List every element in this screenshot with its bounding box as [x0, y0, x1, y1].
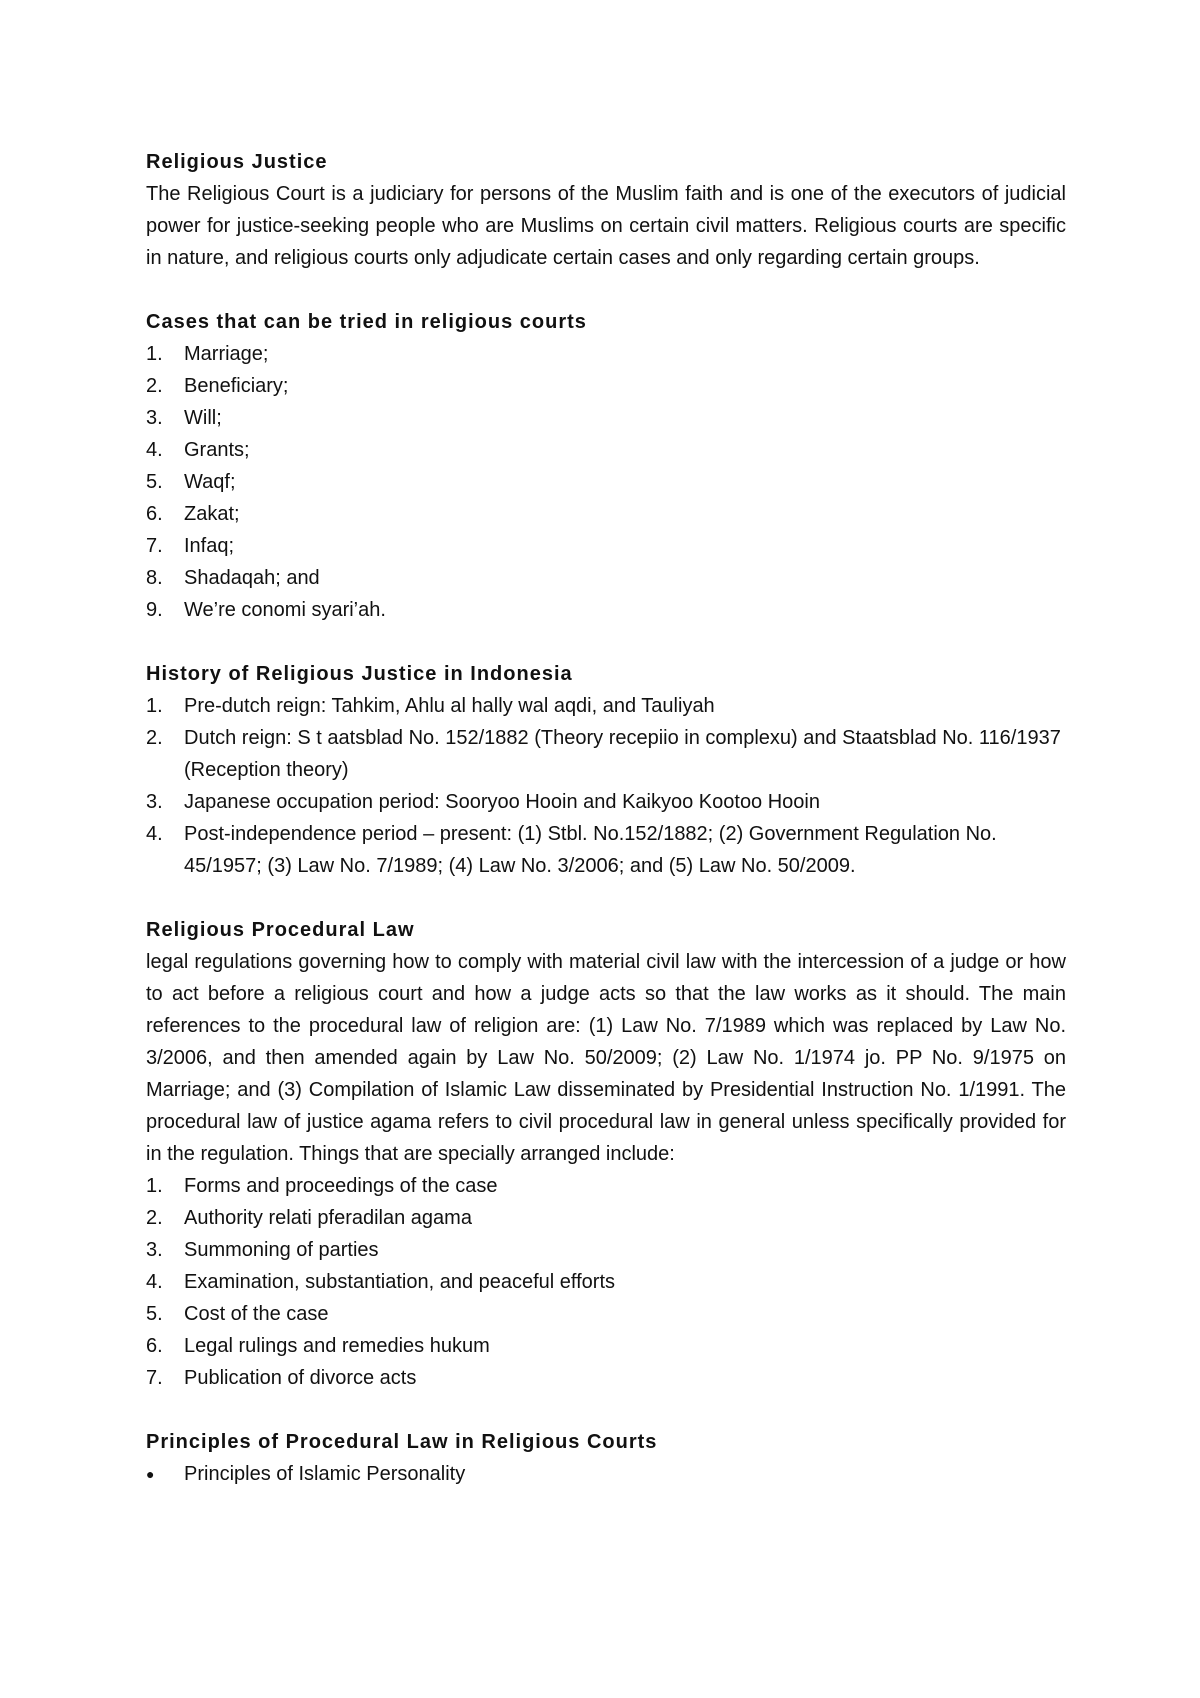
list-item [146, 434, 1066, 466]
list-text: Shadaqah; and [184, 567, 320, 589]
spacer [146, 626, 1066, 658]
list-item [146, 594, 1066, 626]
list-number: 7. [146, 535, 163, 557]
list-number: 8. [146, 567, 163, 589]
list-item [146, 1298, 1066, 1330]
list-item [146, 1202, 1066, 1234]
list-item [146, 786, 1066, 818]
list-text: Zakat; [184, 503, 240, 525]
list-number: 1. [146, 343, 163, 365]
list-number: 2. [146, 375, 163, 397]
list-text: Grants; [184, 439, 250, 461]
list-number: 5. [146, 471, 163, 493]
section-paragraph: The Religious Court is a judiciary for persons of the Muslim faith and is one of the executors of judicial power for justice-seeking people who are Muslims on certain civil matters. Religious courts are specific in nature, and religious courts only adjudicate certain cases and only regarding certain groups. [146, 183, 1066, 269]
bullet-icon: ● [146, 1466, 155, 1482]
list-item [146, 1266, 1066, 1298]
list-number: 6. [146, 503, 163, 525]
spacer [146, 882, 1066, 914]
list-number: 5. [146, 1303, 163, 1325]
spacer [146, 274, 1066, 306]
list-text: We’re conomi syari’ah. [184, 599, 386, 621]
section-cases [146, 306, 1066, 626]
list-number: 6. [146, 1335, 163, 1357]
list-text: Summoning of parties [184, 1239, 379, 1261]
list-text: Principles of Islamic Personality [184, 1463, 466, 1485]
list-item [146, 1330, 1066, 1362]
list-text: Infaq; [184, 535, 235, 557]
list-number: 9. [146, 599, 163, 621]
list-item [146, 498, 1066, 530]
list-item [146, 530, 1066, 562]
list-text: Cost of the case [184, 1303, 329, 1325]
list-text: Publication of divorce acts [184, 1367, 417, 1389]
section-heading: Religious Procedural Law [146, 919, 415, 941]
list-item [146, 370, 1066, 402]
list-text: Post-independence period – present: (1) Stbl. No.152/1882; (2) Government Regulation No. 45/1957; (3) Law No. 7/1989; (4) Law No. 3/2006; and (5) Law No. 50/2009. [184, 823, 997, 877]
section-procedural-law [146, 914, 1066, 1394]
list-number: 4. [146, 439, 163, 461]
list-text: Dutch reign: S t aatsblad No. 152/1882 (Theory recepiio in complexu) and Staatsblad No. 116/1937 (Reception theory) [184, 727, 1061, 781]
section-heading: History of Religious Justice in Indonesia [146, 663, 573, 685]
section-heading: Cases that can be tried in religious courts [146, 311, 587, 333]
list-item [146, 338, 1066, 370]
list-text: Examination, substantiation, and peaceful efforts [184, 1271, 616, 1293]
list-item [146, 818, 1066, 882]
section-paragraph: legal regulations governing how to comply with material civil law with the intercession of a judge or how to act before a religious court and how a judge acts so that the law works as it should. The main references to the procedural law of religion are: (1) Law No. 7/1989 which was replaced by Law No. 3/2006, and then amended again by Law No. 50/2009; (2) Law No. 1/1974 jo. PP No. 9/1975 on Marriage; and (3) Compilation of Islamic Law disseminated by Presidential Instruction No. 1/1991. The procedural law of justice agama refers to civil procedural law in general unless specifically provided for in the regulation. Things that are specially arranged include: [146, 951, 1066, 1165]
bullet-list [146, 1458, 1066, 1490]
list-item [146, 1362, 1066, 1394]
section-principles [146, 1426, 1066, 1490]
list-number: 1. [146, 695, 163, 717]
list-text: Marriage; [184, 343, 269, 365]
list-item [146, 690, 1066, 722]
numbered-list [146, 690, 1066, 882]
list-number: 3. [146, 407, 163, 429]
numbered-list [146, 1170, 1066, 1394]
list-number: 3. [146, 1239, 163, 1261]
list-text: Waqf; [184, 471, 236, 493]
list-number: 4. [146, 1271, 163, 1293]
section-heading: Religious Justice [146, 151, 328, 173]
spacer [146, 1394, 1066, 1426]
list-number: 4. [146, 823, 163, 845]
list-text: Legal rulings and remedies hukum [184, 1335, 490, 1357]
list-number: 2. [146, 727, 163, 749]
list-item [146, 1170, 1066, 1202]
list-item [146, 402, 1066, 434]
section-history [146, 658, 1066, 882]
list-text: Will; [184, 407, 222, 429]
list-number: 1. [146, 1175, 163, 1197]
list-text: Forms and proceedings of the case [184, 1175, 498, 1197]
list-number: 2. [146, 1207, 163, 1229]
list-text: Authority relati pferadilan agama [184, 1207, 472, 1229]
list-item [146, 722, 1066, 786]
list-number: 3. [146, 791, 163, 813]
document-page [146, 146, 1066, 1490]
section-religious-justice [146, 146, 1066, 274]
list-text: Beneficiary; [184, 375, 289, 397]
section-heading: Principles of Procedural Law in Religious Courts [146, 1431, 658, 1453]
list-item [146, 466, 1066, 498]
list-item [146, 1234, 1066, 1266]
list-item [146, 1458, 1066, 1490]
list-text: Pre-dutch reign: Tahkim, Ahlu al hally wal aqdi, and Tauliyah [184, 695, 715, 717]
list-number: 7. [146, 1367, 163, 1389]
list-item [146, 562, 1066, 594]
list-text: Japanese occupation period: Sooryoo Hooin and Kaikyoo Kootoo Hooin [184, 791, 820, 813]
numbered-list [146, 338, 1066, 626]
